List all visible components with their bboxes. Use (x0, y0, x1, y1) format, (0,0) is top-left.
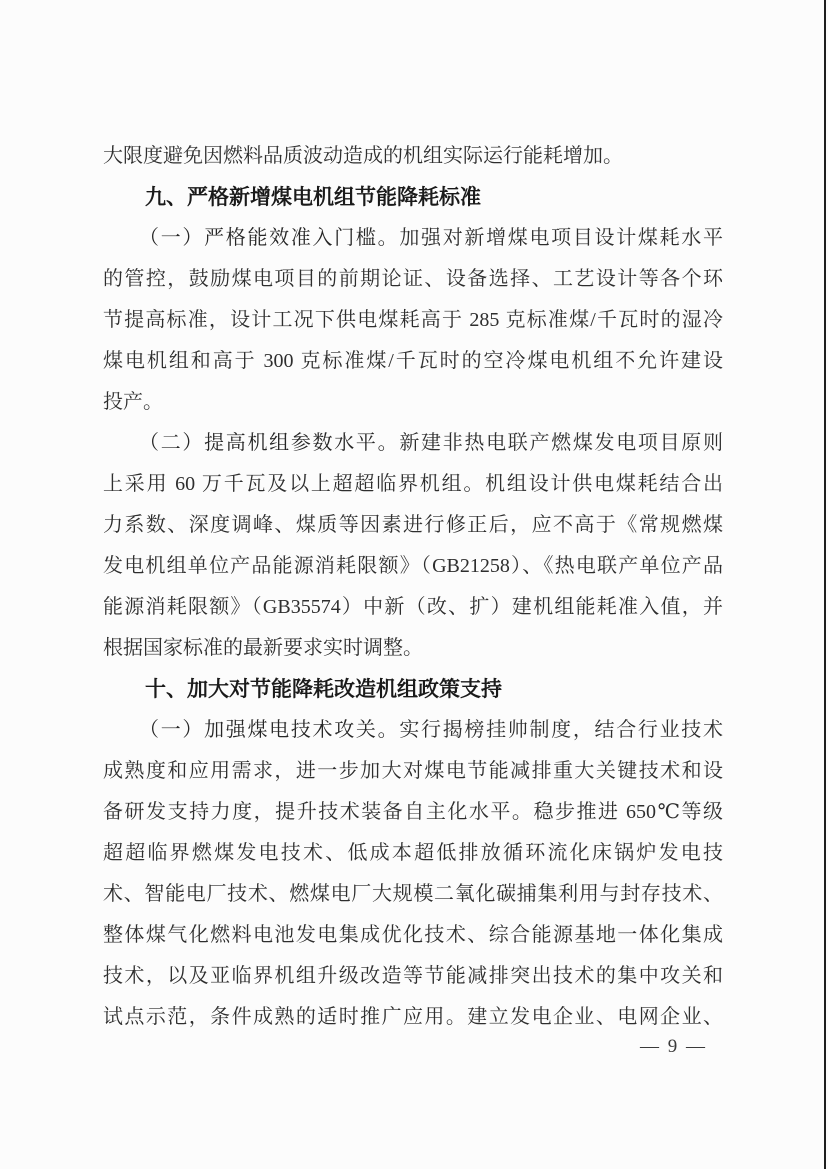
text-line: 上采用 60 万千瓦及以上超超临界机组。机组设计供电煤耗结合出 (103, 473, 723, 495)
text-line: 成熟度和应用需求，进一步加大对煤电节能减排重大关键技术和设 (103, 760, 723, 782)
text-line: 技术，以及亚临界机组升级改造等节能减排突出技术的集中攻关和 (103, 965, 723, 987)
section-heading-9: 九、严格新增煤电机组节能降耗标准 (145, 186, 481, 209)
text-line: 投产。 (103, 391, 163, 413)
text-column (103, 136, 723, 1038)
text-line: 整体煤气化燃料电池发电集成优化技术、综合能源基地一体化集成 (103, 924, 723, 946)
text-line (103, 423, 723, 464)
text-line: 能源消耗限额》（GB35574）中新（改、扩）建机组能耗准入值，并 (103, 596, 723, 618)
text-line: 煤电机组和高于 300 克标准煤/千瓦时的空冷煤电机组不允许建设 (103, 350, 723, 372)
text-run: 加强对新增煤电项目设计煤耗水平 (399, 227, 723, 249)
text-line: 发电机组单位产品能源消耗限额》（GB21258）、《热电联产单位产品 (103, 555, 723, 577)
text-line: 超超临界燃煤发电技术、低成本超低排放循环流化床锅炉发电技 (103, 842, 723, 864)
text-line: 术、智能电厂技术、燃煤电厂大规模二氧化碳捕集利用与封存技术、 (103, 883, 723, 905)
text-line: 试点示范，条件成熟的适时推广应用。建立发电企业、电网企业、 (103, 1006, 723, 1028)
text-line: 的管控，鼓励煤电项目的前期论证、设备选择、工艺设计等各个环 (103, 268, 723, 290)
text-line: 节提高标准，设计工况下供电煤耗高于 285 克标准煤/千瓦时的湿冷 (103, 309, 723, 331)
text-line: 根据国家标准的最新要求实时调整。 (103, 637, 423, 659)
text-line (103, 218, 723, 259)
item-lead: （一）严格能效准入门槛。 (139, 227, 400, 249)
text-line (103, 710, 723, 751)
scan-edge-line (824, 0, 826, 1169)
page-number: — 9 — (640, 1036, 707, 1057)
text-line: 大限度避免因燃料品质波动造成的机组实际运行能耗增加。 (103, 145, 623, 167)
text-line: 备研发支持力度，提升技术装备自主化水平。稳步推进 650℃等级 (103, 801, 723, 823)
section-heading-10: 十、加大对节能降耗改造机组政策支持 (145, 678, 502, 701)
item-lead: （一）加强煤电技术攻关。 (139, 719, 400, 741)
text-line: 力系数、深度调峰、煤质等因素进行修正后，应不高于《常规燃煤 (103, 514, 723, 536)
text-run: 新建非热电联产燃煤发电项目原则 (399, 432, 723, 454)
item-lead: （二）提高机组参数水平。 (139, 432, 400, 454)
text-run: 实行揭榜挂帅制度，结合行业技术 (399, 719, 723, 741)
